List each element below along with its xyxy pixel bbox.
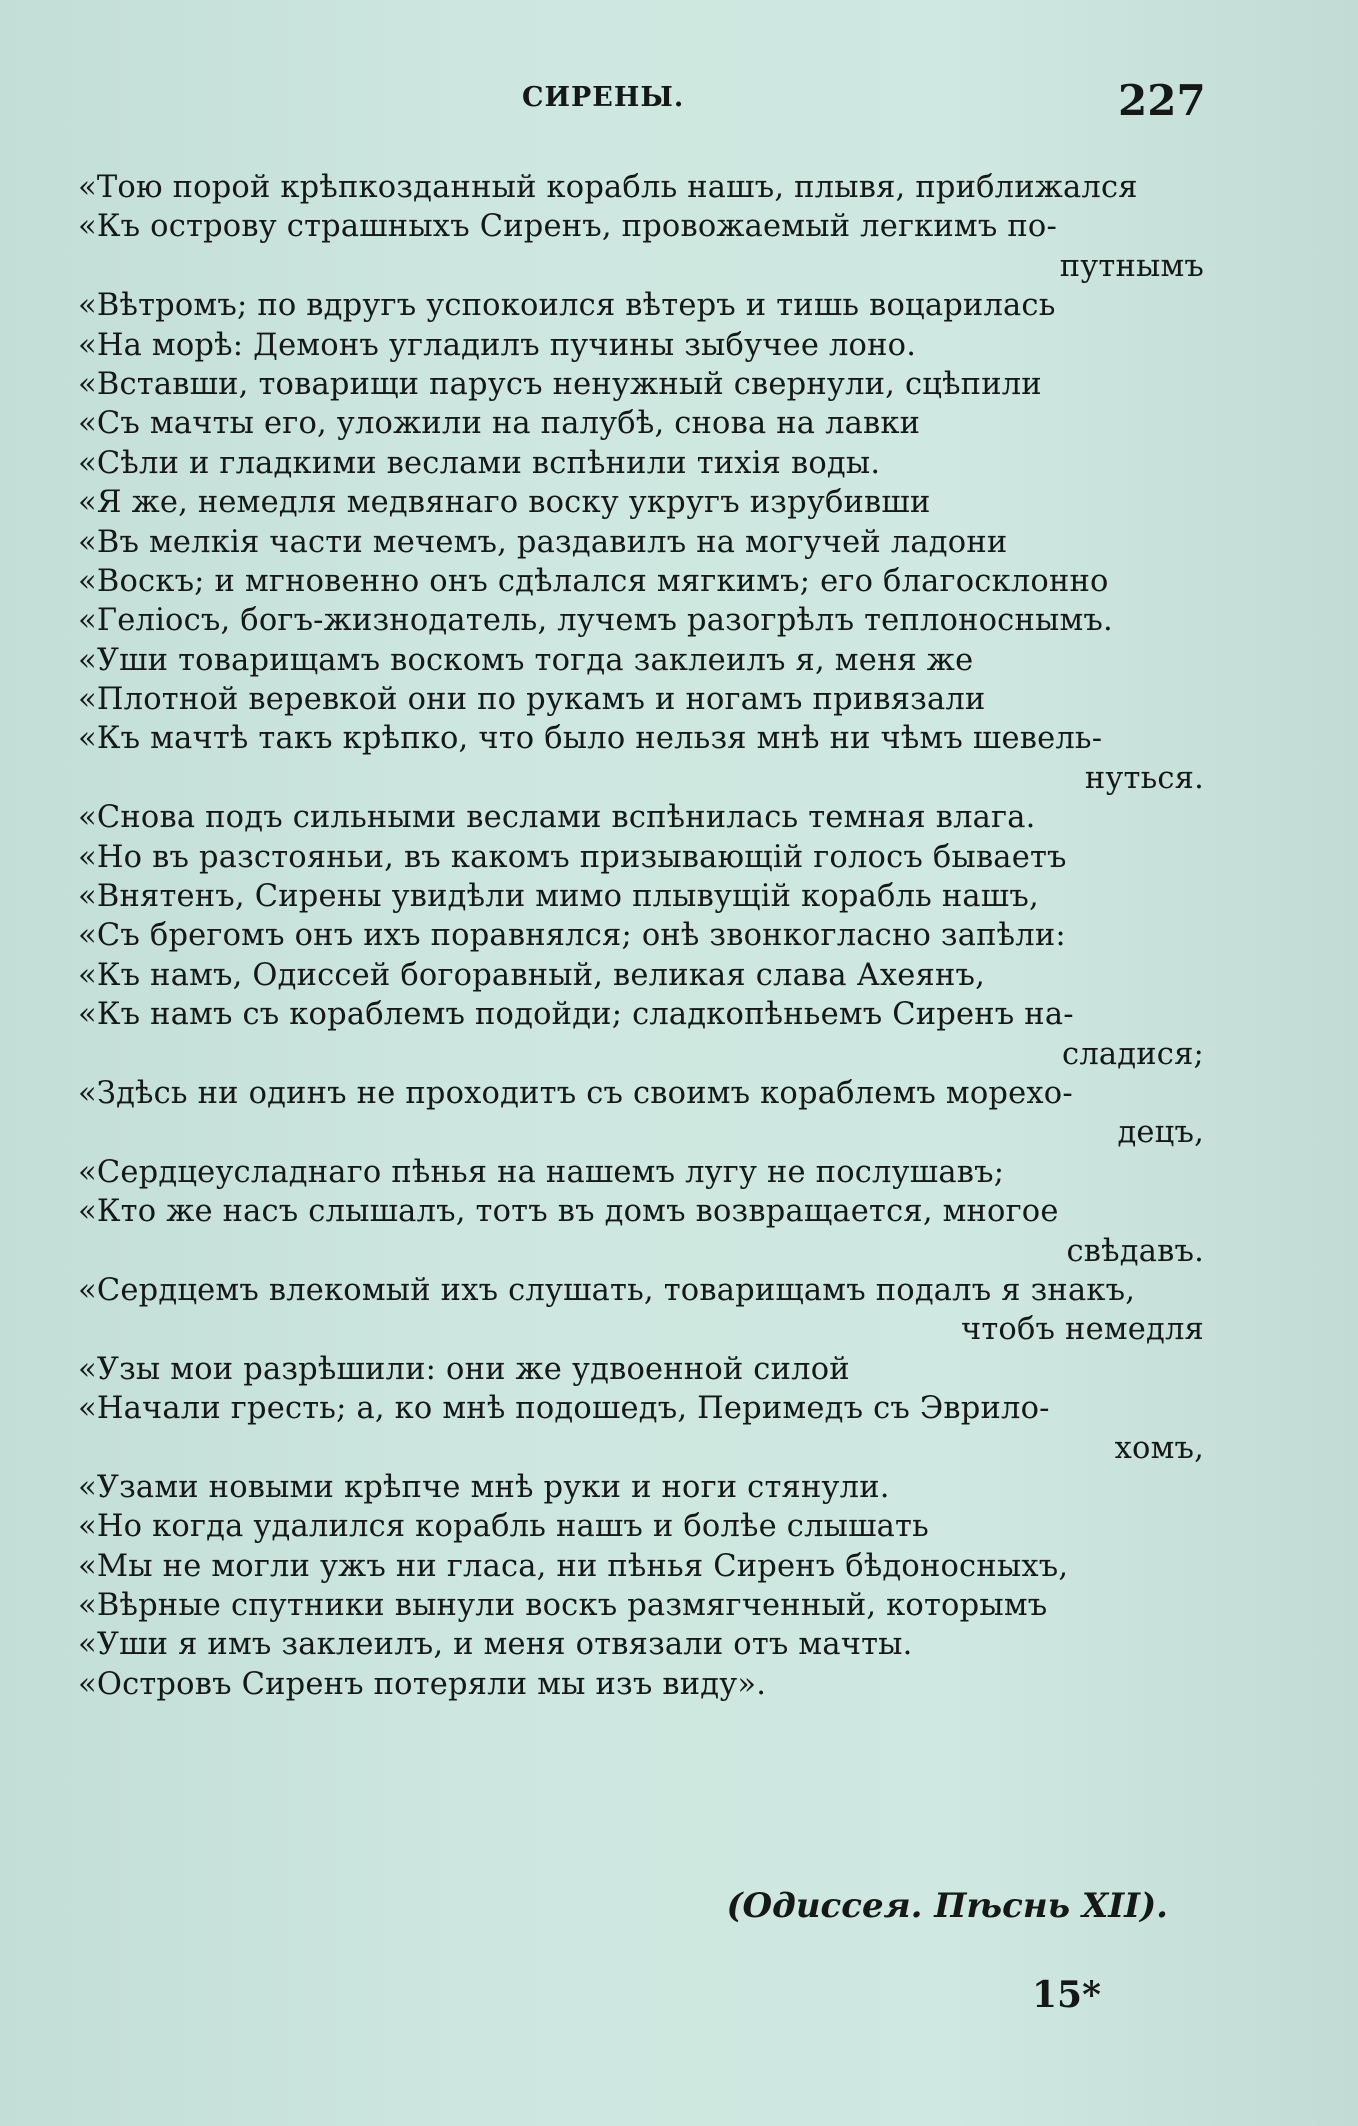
citation: (Одиссея. Пѣснь XII).	[726, 1886, 1168, 1926]
verse-line: «На морѣ: Демонъ угладилъ пучины зыбучее лоно.	[78, 327, 917, 363]
page-number: 227	[1118, 76, 1206, 125]
verse-line: «Здѣсь ни одинъ не проходитъ съ своимъ кораблемъ морехо-	[78, 1075, 1073, 1111]
verse-line: «Но въ разстояньи, въ какомъ призывающій голосъ бываетъ	[78, 839, 1067, 875]
verse-continuation: нуться.	[1084, 760, 1204, 796]
verse-continuation: путнымъ	[1059, 248, 1204, 284]
verse-line: «Къ намъ, Одиссей богоравный, великая слава Ахеянъ,	[78, 957, 986, 993]
verse-line: «Сѣли и гладкими веслами вспѣнили тихія воды.	[78, 445, 881, 481]
verse-line: «Геліосъ, богъ-жизнодатель, лучемъ разогрѣлъ теплоноснымъ.	[78, 603, 1113, 639]
verse-line: «Уши товарищамъ воскомъ тогда заклеилъ я, меня же	[78, 642, 974, 678]
verse-line: «Вѣтромъ; по вдругъ успокоился вѣтеръ и тишь воцарилась	[78, 288, 1056, 324]
signature-mark: 15*	[1032, 1974, 1101, 2016]
verse-line: «Воскъ; и мгновенно онъ сдѣлался мягкимъ; его благосклонно	[78, 563, 1109, 599]
verse-line: «Вѣрные спутники вынули воскъ размягченный, которымъ	[78, 1588, 1048, 1624]
verse-line: «Сердцемъ влекомый ихъ слушать, товарищамъ подалъ я знакъ,	[78, 1272, 1136, 1308]
verse-line: «Къ острову страшныхъ Сиренъ, провожаемый легкимъ по-	[78, 209, 1057, 245]
verse-continuation: хомъ,	[1114, 1430, 1204, 1466]
verse-line: «Я же, немедля медвянаго воску укругъ изрубивши	[78, 485, 931, 521]
verse-line: «Узами новыми крѣпче мнѣ руки и ноги стянули.	[78, 1469, 890, 1505]
verse-line: «Къ намъ съ кораблемъ подойди; сладкопѣньемъ Сиренъ на-	[78, 997, 1074, 1033]
verse-line: «Кто же насъ слышалъ, тотъ въ домъ возвращается, многое	[78, 1194, 1059, 1230]
page-header	[0, 78, 1358, 138]
verse-continuation: свѣдавъ.	[1066, 1233, 1204, 1269]
verse-line: «Съ брегомъ онъ ихъ поравнялся; онѣ звонкогласно запѣли:	[78, 918, 1066, 954]
poem-text	[78, 168, 1208, 1704]
verse-line: «Плотной веревкой они по рукамъ и ногамъ привязали	[78, 682, 986, 718]
verse-line: «Сердцеусладнаго пѣнья на нашемъ лугу не послушавъ;	[78, 1154, 1005, 1190]
verse-line: «Уши я имъ заклеилъ, и меня отвязали отъ мачты.	[78, 1627, 913, 1663]
running-title: СИРЕНЫ.	[522, 82, 685, 113]
verse-line: «Узы мои разрѣшили: они же удвоенной силой	[78, 1351, 850, 1387]
verse-continuation: чтобъ немедля	[960, 1312, 1204, 1348]
verse-line: «Снова подъ сильными веслами вспѣнилась темная влага.	[78, 800, 1036, 836]
verse-line: «Вставши, товарищи парусъ ненужный свернули, сцѣпили	[78, 366, 1042, 402]
verse-line: «Но когда удалился корабль нашъ и болѣе слышать	[78, 1509, 929, 1545]
verse-continuation: децъ,	[1117, 1115, 1204, 1151]
verse-line: «Съ мачты его, уложили на палубѣ, снова на лавки	[78, 406, 921, 442]
verse-line: «Въ мелкія части мечемъ, раздавилъ на могучей ладони	[78, 524, 1008, 560]
verse-line: «Начали гресть; а, ко мнѣ подошедъ, Перимедъ съ Эврило-	[78, 1391, 1050, 1427]
verse-line: «Мы не могли ужъ ни гласа, ни пѣнья Сиренъ бѣдоносныхъ,	[78, 1548, 1069, 1584]
verse-line: «Къ мачтѣ такъ крѣпко, что было нельзя мнѣ ни чѣмъ шевель-	[78, 721, 1103, 757]
verse-line: «Тою порой крѣпкозданный корабль нашъ, плывя, приближался	[78, 170, 1138, 205]
verse-line: «Внятенъ, Сирены увидѣли мимо плывущій корабль нашъ,	[78, 879, 1039, 915]
verse-line: «Островъ Сиренъ потеряли мы изъ виду».	[78, 1666, 767, 1702]
verse-continuation: сладися;	[1062, 1036, 1204, 1072]
